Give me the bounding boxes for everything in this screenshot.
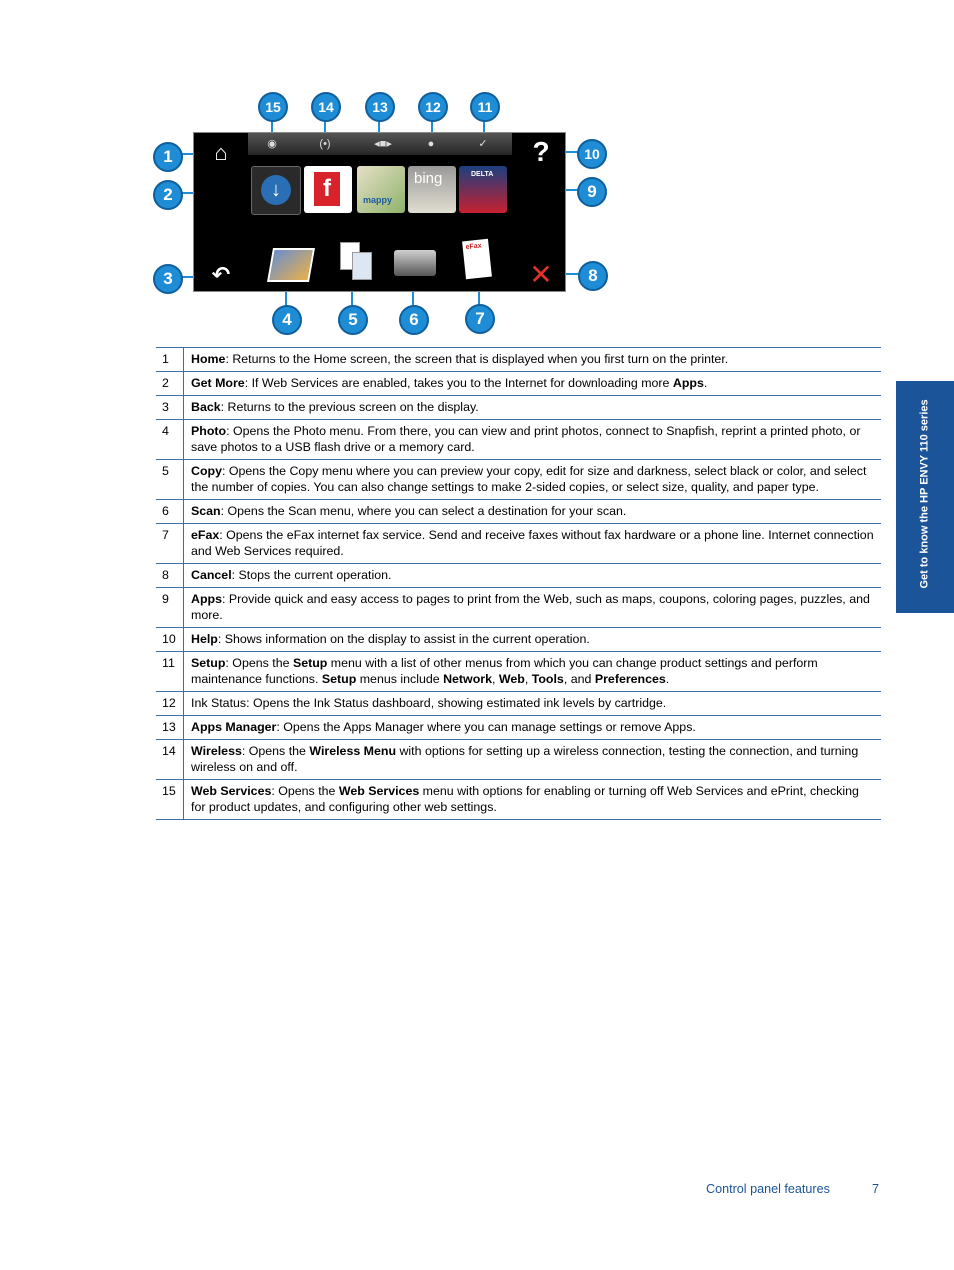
callout-8: 8 [578, 261, 608, 291]
feature-name: Wireless Menu [309, 744, 397, 758]
callout-15: 15 [258, 92, 288, 122]
row-number: 3 [156, 396, 184, 420]
feature-name: Web Services [338, 784, 420, 798]
feature-name: Web [498, 672, 525, 686]
cancel-icon[interactable]: ✕ [529, 259, 553, 290]
row-number: 12 [156, 692, 184, 716]
feature-name: Home [191, 352, 226, 366]
feature-name: Help [191, 632, 218, 646]
delta-app-tile[interactable] [459, 166, 507, 213]
description-text: : Opens the [225, 656, 293, 670]
web-services-icon[interactable]: ◉ [267, 138, 277, 150]
footer-section-title: Control panel features [706, 1182, 830, 1196]
callout-14: 14 [311, 92, 341, 122]
feature-name: Wireless [191, 744, 242, 758]
table-row [156, 500, 881, 524]
chapter-side-tab-label: Get to know the HP ENVY 110 series [918, 399, 931, 589]
control-panel-figure [0, 0, 954, 340]
row-number: 9 [156, 588, 184, 628]
row-number: 1 [156, 348, 184, 372]
row-description [184, 524, 882, 564]
feature-name: Setup [191, 656, 226, 670]
description-text: menu with a list of other menus from which you can change product settings and perform maintenance functions. [191, 656, 818, 686]
row-number: 2 [156, 372, 184, 396]
row-description [184, 396, 882, 420]
description-text: : Opens the Scan menu, where you can select a destination for your scan. [220, 504, 627, 518]
feature-name: Setup [321, 672, 357, 686]
row-description [184, 740, 882, 780]
callout-10: 10 [577, 139, 607, 169]
callout-9: 9 [577, 177, 607, 207]
apps-manager-icon[interactable]: ◂■▸ [374, 138, 392, 150]
table-row [156, 588, 881, 628]
ink-status-icon[interactable]: ● [427, 138, 435, 150]
feature-name: Scan [191, 504, 221, 518]
row-description [184, 716, 882, 740]
callout-3: 3 [153, 264, 183, 294]
feature-name: Photo [191, 424, 227, 438]
table-row [156, 460, 881, 500]
table-row [156, 628, 881, 652]
row-number: 13 [156, 716, 184, 740]
callout-7: 7 [465, 304, 495, 334]
table-body [156, 348, 881, 820]
description-text: : Opens the Copy menu where you can preview your copy, edit for size and darkness, select black or color, and select the number of copies. You can also change settings to make 2-sided copies, or select size, quality, and paper type. [191, 464, 867, 494]
table-row [156, 420, 881, 460]
callout-2: 2 [153, 180, 183, 210]
callout-4: 4 [272, 305, 302, 335]
description-text: : Opens the Apps Manager where you can manage settings or remove Apps. [276, 720, 696, 734]
get-more-tile[interactable] [251, 166, 301, 215]
efax-icon[interactable] [456, 238, 506, 284]
row-description [184, 500, 882, 524]
back-icon[interactable]: ↶ [211, 262, 231, 287]
feature-name: Tools [531, 672, 564, 686]
description-text: , [491, 672, 499, 686]
coupon-logo-icon: f [314, 172, 340, 206]
feature-name: Setup [292, 656, 328, 670]
help-icon[interactable]: ? [532, 136, 550, 167]
feature-name: Apps Manager [191, 720, 277, 734]
description-text: . [703, 376, 708, 390]
description-text: . [665, 672, 670, 686]
feature-name: Preferences [594, 672, 666, 686]
description-text: : Returns to the Home screen, the screen that is displayed when you first turn on the printer. [225, 352, 729, 366]
description-text: with options for setting up a wireless connection, testing the connection, and turning wireless on and off. [191, 744, 859, 774]
photo-icon[interactable] [266, 238, 316, 284]
row-description [184, 628, 882, 652]
efax-label: eFax [465, 242, 482, 252]
coupons-app-tile[interactable] [304, 166, 352, 213]
description-text: : Stops the current operation. [231, 568, 392, 582]
description-text: : Opens the eFax internet fax service. Send and receive faxes without fax hardware or a phone line. Internet connection and Web Services required. [191, 528, 874, 558]
table-row [156, 396, 881, 420]
wireless-icon[interactable]: (•) [319, 138, 331, 150]
row-description [184, 652, 882, 692]
row-description [184, 780, 882, 820]
row-number: 14 [156, 740, 184, 780]
description-text: : Opens the [241, 744, 310, 758]
description-text: menus include [356, 672, 444, 686]
bing-app-label: bing [414, 170, 443, 187]
control-panel-features-table [156, 347, 881, 820]
feature-name: Apps [191, 592, 222, 606]
row-description [184, 372, 882, 396]
table-row [156, 716, 881, 740]
maps-app-label: mappy [363, 195, 393, 205]
description-text: : Provide quick and easy access to pages to print from the Web, such as maps, coupons, coloring pages, puzzles, and more. [191, 592, 870, 622]
description-text: , and [563, 672, 595, 686]
footer-page-number: 7 [872, 1182, 880, 1196]
feature-name: Cancel [191, 568, 232, 582]
home-icon[interactable]: ⌂ [214, 140, 228, 165]
table-row [156, 348, 881, 372]
table-row [156, 780, 881, 820]
table-row [156, 740, 881, 780]
maps-app-tile[interactable] [357, 166, 405, 213]
table-row [156, 564, 881, 588]
callout-6: 6 [399, 305, 429, 335]
scan-icon[interactable] [390, 238, 440, 284]
touch-display [193, 132, 566, 292]
feature-name: Back [191, 400, 221, 414]
row-number: 5 [156, 460, 184, 500]
description-text: Ink Status: Opens the Ink Status dashboard, showing estimated ink levels by cartridge. [191, 696, 667, 710]
row-number: 10 [156, 628, 184, 652]
description-text: : Returns to the previous screen on the display. [220, 400, 479, 414]
table-row [156, 524, 881, 564]
setup-wrench-icon[interactable]: ✓ [478, 138, 488, 150]
row-description [184, 692, 882, 716]
feature-name: eFax [191, 528, 220, 542]
feature-name: Network [443, 672, 492, 686]
callout-1: 1 [153, 142, 183, 172]
callout-13: 13 [365, 92, 395, 122]
feature-name: Copy [191, 464, 222, 478]
description-text: menu with options for enabling or turning off Web Services and ePrint, checking for product updates, and configuring other web settings. [191, 784, 859, 814]
callout-5: 5 [338, 305, 368, 335]
description-text: : Shows information on the display to assist in the current operation. [217, 632, 590, 646]
download-icon: ↓ [261, 175, 291, 205]
row-number: 15 [156, 780, 184, 820]
row-number: 4 [156, 420, 184, 460]
row-number: 11 [156, 652, 184, 692]
table-row [156, 652, 881, 692]
callout-11: 11 [470, 92, 500, 122]
table-row [156, 372, 881, 396]
display-top-bar [248, 133, 512, 155]
table-row [156, 692, 881, 716]
copy-icon[interactable] [334, 238, 384, 284]
description-text: : Opens the [271, 784, 339, 798]
bing-app-tile[interactable] [408, 166, 456, 213]
feature-name: Apps [672, 376, 704, 390]
description-text: , [524, 672, 532, 686]
description-text: : Opens the Photo menu. From there, you can view and print photos, connect to Snapfish, reprint a printed photo, or save photos to a USB flash drive or a memory card. [191, 424, 861, 454]
feature-name: Get More [191, 376, 245, 390]
feature-name: Web Services [191, 784, 272, 798]
row-number: 8 [156, 564, 184, 588]
row-description [184, 420, 882, 460]
row-description [184, 348, 882, 372]
description-text: : If Web Services are enabled, takes you to the Internet for downloading more [244, 376, 673, 390]
row-description [184, 564, 882, 588]
delta-app-label: DELTA [471, 171, 494, 178]
row-description [184, 588, 882, 628]
row-number: 7 [156, 524, 184, 564]
row-description [184, 460, 882, 500]
callout-12: 12 [418, 92, 448, 122]
chapter-side-tab [896, 381, 954, 613]
row-number: 6 [156, 500, 184, 524]
